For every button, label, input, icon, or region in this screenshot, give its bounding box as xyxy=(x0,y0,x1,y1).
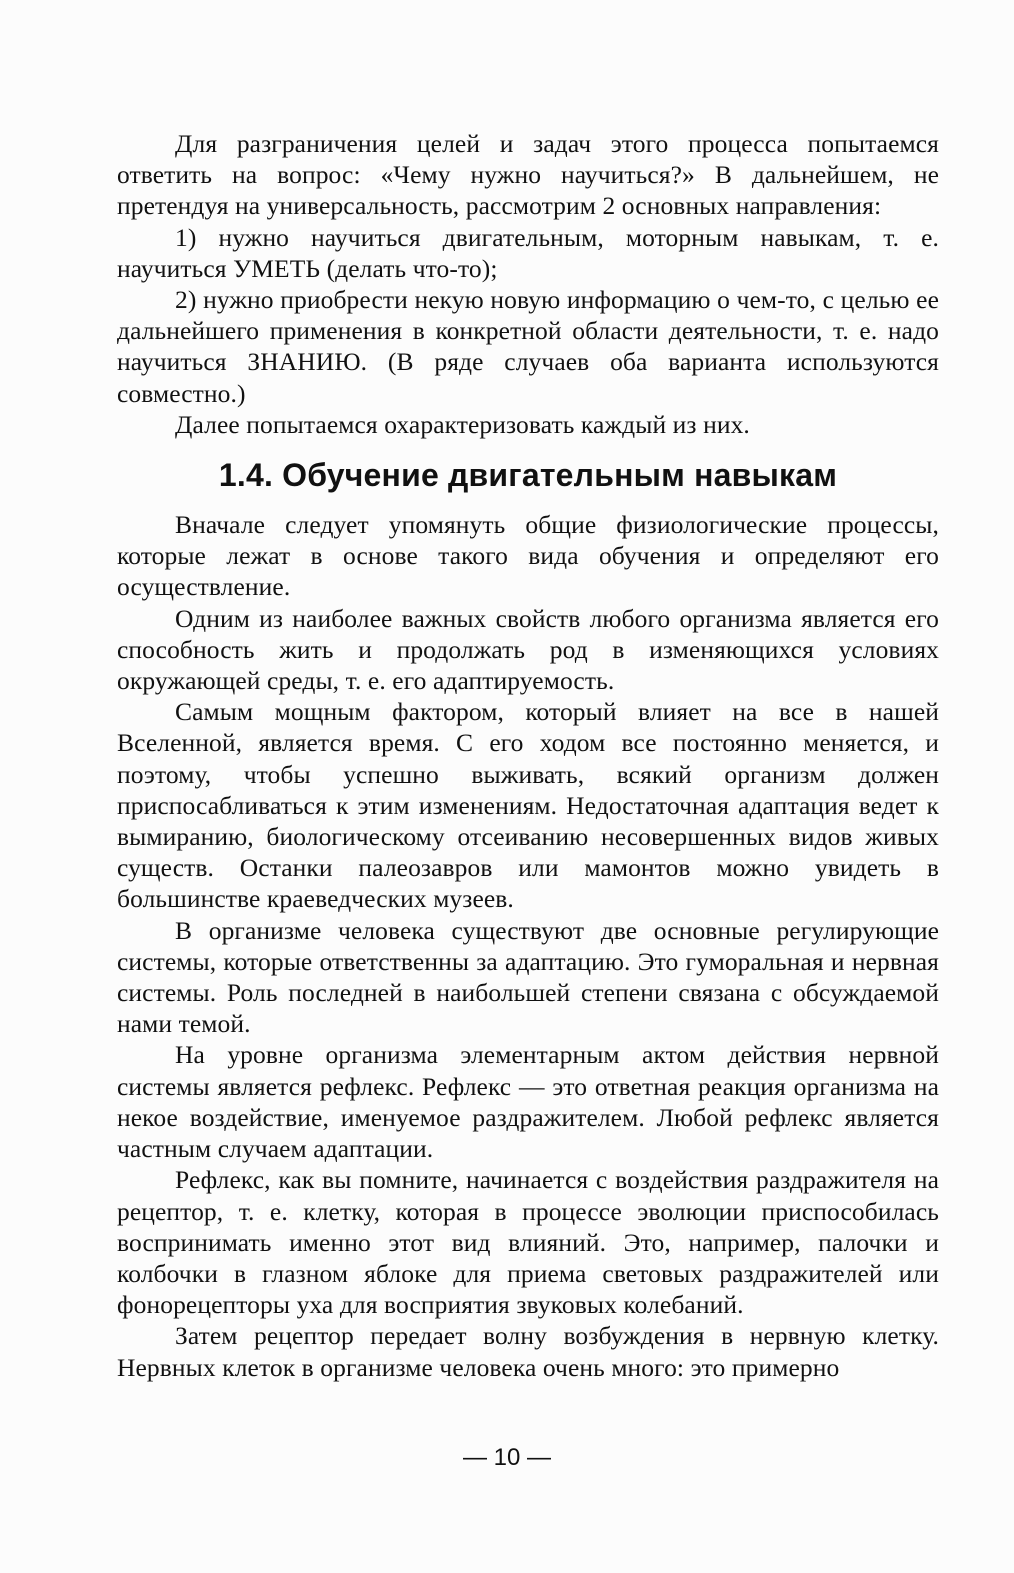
page-number: — 10 — xyxy=(462,1444,552,1471)
paragraph-list-item-1: 1) нужно научиться двигательным, моторным навыкам, т. е. научиться УМЕТЬ (делать что-то); xyxy=(117,222,939,283)
paragraph-regulatory-systems: В организме человека существуют две основные регулирующие системы, которые ответственны за адаптацию. Это гуморальная и нервная системы. Роль последней в наибольшей степени связана с обсуждаемой нами темой. xyxy=(117,915,939,1039)
paragraph-receptor: Рефлекс, как вы помните, начинается с воздействия раздражителя на рецептор, т. е. клетку, которая в процессе эволюции приспособилась воспринимать именно этот вид влияний. Это, например, палочки и колбочки в глазном яблоке для приема световых раздражителей или фонорецепторы уха для восприятия звуковых колебаний. xyxy=(117,1165,939,1320)
paragraph-nerve-cells: Затем рецептор передает волну возбуждения в нервную клетку. Нервных клеток в организме человека очень много: это примерно xyxy=(117,1321,939,1382)
paragraph-list-item-2: 2) нужно приобрести некую новую информацию о чем-то, с целью ее дальнейшего применения в конкретной области деятельности, т. е. надо научиться ЗНАНИЮ. (В ряде случаев оба варианта используются совместно.) xyxy=(117,285,939,408)
paragraph-intro: Для разграничения целей и задач этого процесса попытаемся ответить на вопрос: «Чему нужно научиться?» В дальнейшем, не претендуя на универсальность, рассмотрим 2 основных направления: xyxy=(117,129,939,221)
paragraph-transition: Далее попытаемся охарактеризовать каждый из них. xyxy=(175,409,750,439)
paragraph-adaptability: Одним из наиболее важных свойств любого организма является его способность жить и продолжать род в изменяющихся условиях окружающей среды, т. е. его адаптируемость. xyxy=(117,603,939,696)
section-heading: 1.4. Обучение двигательным навыкам xyxy=(218,457,838,494)
paragraph-physiology-intro: Вначале следует упомянуть общие физиологические процессы, которые лежат в основе такого вида обучения и определяют его осуществление. xyxy=(117,510,939,602)
paragraph-reflex-definition: На уровне организма элементарным актом действия нервной системы является рефлекс. Рефлекс — это ответная реакция организма на некое воздействие, именуемое раздражителем. Любой рефлекс является частным случаем адаптации. xyxy=(117,1040,939,1164)
paragraph-time-factor: Самым мощным фактором, который влияет на все в нашей Вселенной, является время. С его ходом все постоянно меняется, и поэтому, чтобы успешно выживать, всякий организм должен приспосабливаться к этим изменениям. Недостаточная адаптация ведет к вымиранию, биологическому отсеиванию несовершенных видов живых существ. Останки палеозавров или мамонтов можно увидеть в большинстве краеведческих музеев. xyxy=(117,697,939,914)
page-text-body xyxy=(117,128,939,1383)
